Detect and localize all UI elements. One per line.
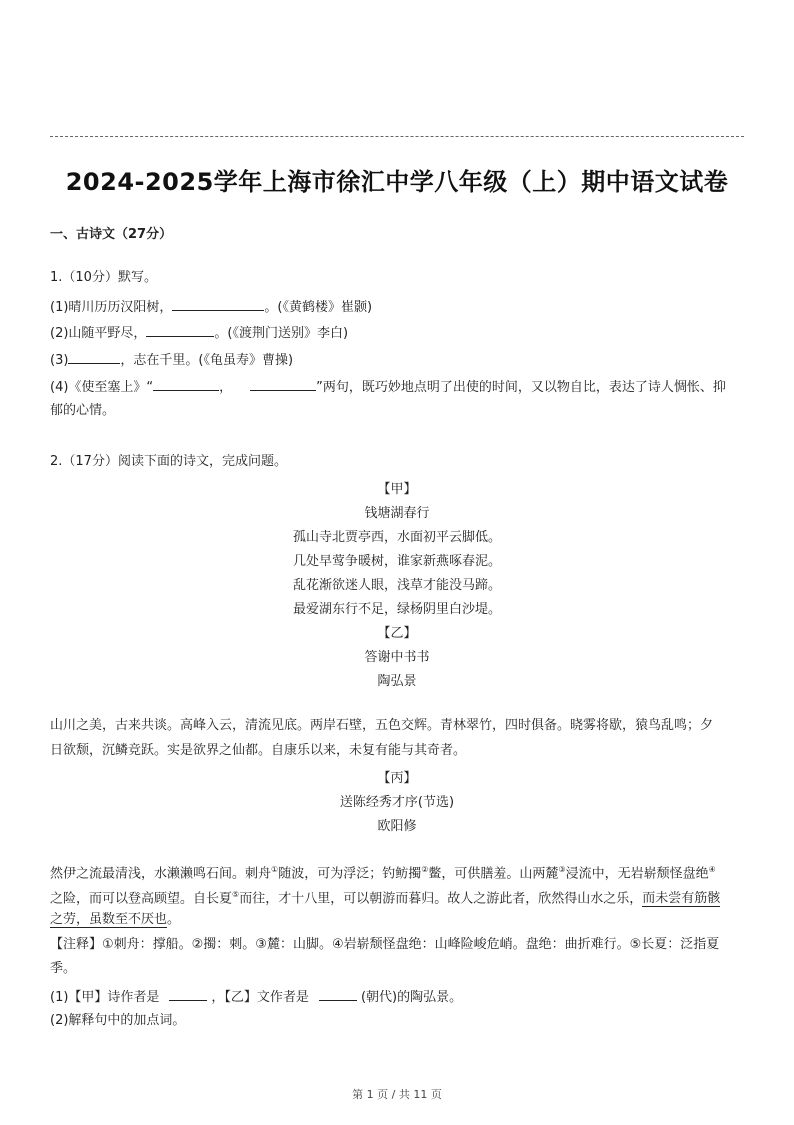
page-footer: 第 1 页 / 共 11 页 — [352, 1088, 442, 1101]
prose-text: 随波，可为浮泛；钓鲂擉 — [278, 866, 422, 882]
text-bing-author: 欧阳修 — [377, 819, 417, 834]
answer-blank[interactable] — [250, 378, 316, 391]
underlined-sentence: 而未尝有筋骸 — [642, 891, 721, 907]
item-text: (2)山随平野尽， — [50, 326, 147, 341]
item-text: (3) — [50, 353, 69, 368]
footnote-mark: ② — [421, 865, 429, 874]
poem-line: 最爱湖东行不足，绿杨阴里白沙堤。 — [292, 602, 501, 617]
text-bing-title: 送陈经秀才序(节选) — [339, 795, 455, 810]
answer-blank[interactable] — [169, 988, 207, 1001]
underlined-sentence: 之劳，虽数至不厌也 — [50, 912, 168, 927]
item-text: 。(《黄鹤楼》崔颢) — [264, 300, 373, 315]
prose-text: 鳖，可供膳羞。山两麓 — [428, 866, 559, 882]
answer-blank[interactable] — [68, 351, 120, 364]
poem-jia-label: 【甲】 — [377, 482, 417, 497]
footnote-mark: ④ — [708, 865, 716, 874]
item-text: ， — [219, 380, 233, 395]
text-yi-label: 【乙】 — [377, 626, 417, 641]
prose-text: 浸流中，无岩崭颓怪盘绝 — [565, 866, 709, 882]
answer-blank[interactable] — [319, 988, 357, 1001]
poem-line: 乱花渐欲迷人眼，浅草才能没马蹄。 — [292, 578, 501, 593]
question-1-item-2 — [50, 324, 348, 342]
section-heading: 一、古诗文（27分） — [50, 227, 173, 242]
item-text: ，【乙】文作者是 — [211, 990, 309, 1005]
text-yi-paragraph: 日欲颓，沉鳞竞跃。实是欲界之仙都。自康乐以来，未复有能与其奇者。 — [50, 743, 467, 758]
answer-blank[interactable] — [172, 298, 264, 311]
poem-line: 孤山寺北贾亭西，水面初平云脚低。 — [292, 530, 501, 545]
annotation-notes: 季。 — [50, 961, 77, 976]
footnote-mark: ⑤ — [232, 890, 240, 899]
item-text: (1)【甲】诗作者是 — [50, 990, 160, 1005]
poem-jia-title: 钱塘湖春行 — [364, 506, 430, 521]
prose-text: 然伊之流最清浅，水濑濑鸣石间。刺舟 — [50, 866, 272, 882]
question-2-stem: 2.（17分）阅读下面的诗文，完成问题。 — [50, 454, 287, 469]
item-text: (1)晴川历历汉阳树， — [50, 300, 173, 315]
text-yi-author: 陶弘景 — [377, 674, 417, 689]
answer-blank[interactable] — [153, 378, 219, 391]
answer-blank[interactable] — [146, 324, 214, 337]
header-divider — [50, 136, 744, 137]
item-text: ，志在千里。(《龟虽寿》曹操) — [120, 353, 294, 368]
question-1-stem: 1.（10分）默写。 — [50, 270, 157, 285]
question-1-item-1 — [50, 298, 372, 316]
sub-question-1 — [50, 988, 462, 1006]
text-yi-title: 答谢中书书 — [364, 650, 430, 665]
footnote-mark: ③ — [558, 865, 566, 874]
item-text: ”两句，既巧妙地点明了出使的时间，又以物自比，表达了诗人惆怅、抑 — [316, 380, 726, 395]
prose-text: 之险，而可以登高顾望。自长夏 — [50, 891, 233, 907]
footnote-mark: ① — [271, 865, 279, 874]
text-yi-paragraph: 山川之美，古来共谈。高峰入云，清流见底。两岸石壁，五色交辉。青林翠竹，四时俱备。晓雾将歇，猿鸟乱鸣；夕 — [50, 718, 714, 733]
text-bing-paragraph — [50, 862, 716, 882]
text-bing-paragraph — [50, 912, 180, 928]
prose-text: 。 — [167, 912, 181, 927]
question-1-item-4-continued: 郁的心情。 — [50, 403, 116, 418]
text-bing-paragraph — [50, 887, 720, 907]
page-title: 2024-2025学年上海市徐汇中学八年级（上）期中语文试卷 — [65, 168, 729, 196]
annotation-notes: 【注释】①刺舟：撑船。②擉：刺。③麓：山脚。④岩崭颓怪盘绝：山峰险峻危峭。盘绝：曲折难行。⑤长夏：泛指夏 — [50, 937, 720, 952]
item-text: (4)《使至塞上》“ — [50, 380, 154, 395]
item-text: (朝代)的陶弘景。 — [360, 990, 463, 1005]
poem-line: 几处早莺争暖树，谁家新燕啄春泥。 — [292, 554, 501, 569]
question-1-item-4 — [50, 378, 726, 396]
item-text: 。(《渡荆门送别》李白) — [214, 326, 349, 341]
prose-text: 而往，才十八里，可以朝游而暮归。故人之游此者，欣然得山水之乐， — [239, 891, 643, 907]
question-1-item-3 — [50, 351, 293, 369]
text-bing-label: 【丙】 — [377, 771, 417, 786]
sub-question-2: (2)解释句中的加点词。 — [50, 1013, 186, 1028]
